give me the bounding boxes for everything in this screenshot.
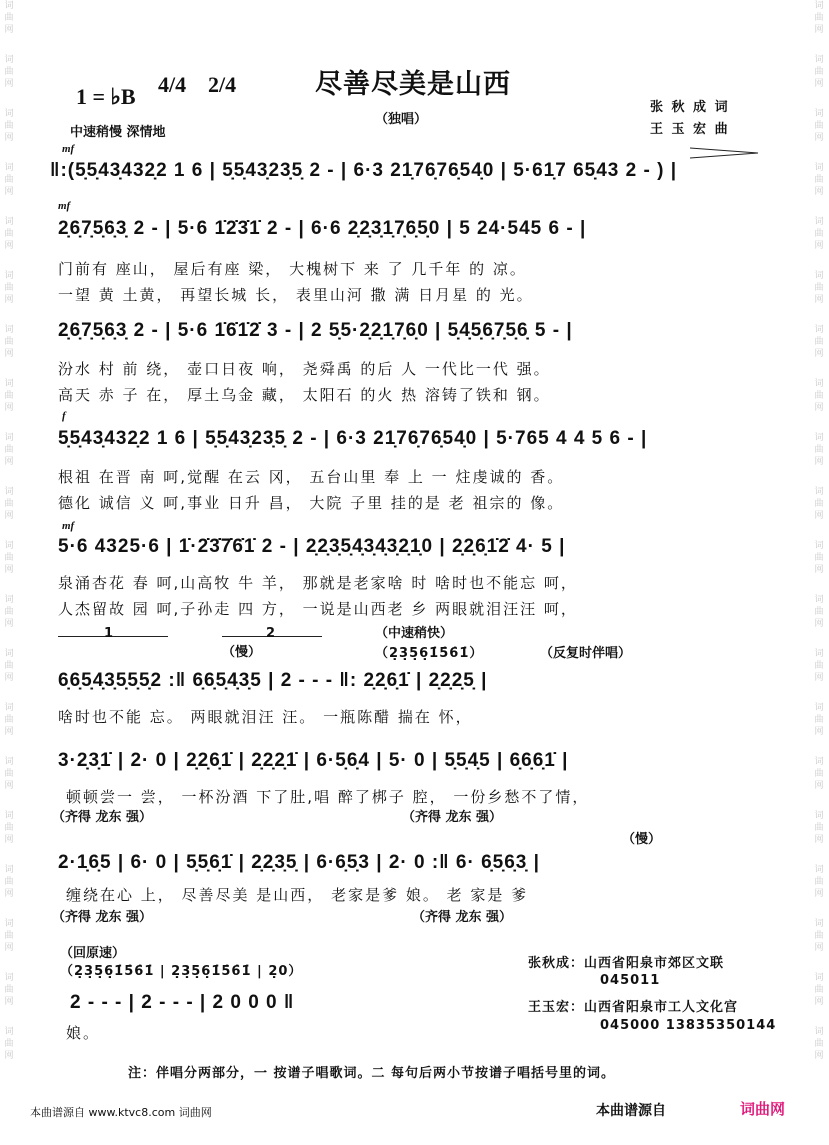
chorus-words: （齐得 龙东 强） <box>52 910 153 925</box>
lyric-line: 汾水 村 前 绕， 壶口日夜 响， 尧舜禹 的后 人 一代比一代 强。 <box>58 360 551 378</box>
notation-line: 6̣6̣5̣4̣3̣5̣5̣5̣2 :‖ 6̣6̣5̣4̣3̣5 | 2 - - - ‖: 2̣2̣6̣1̇ | 2̣2̣2̣5̣ | <box>58 670 488 691</box>
footer-source-label: 本曲谱源自 <box>596 1103 666 1119</box>
lyric-line: 娘。 <box>66 1024 101 1042</box>
lyric-line: 高天 赤 子 在， 厚土乌金 藏， 太阳石 的火 热 溶铸了铁和 钢。 <box>58 386 551 404</box>
notation-line: 5̣5̣43̣432̣2 1 6 | 5̣5̣43̣23̣5̣ 2 - | 6·3 21̣76̣76̣54̣0 | 5·765 4 4 5 6 - | <box>58 428 648 449</box>
credit-line: 045011 <box>600 973 661 988</box>
subtitle: （独唱） <box>375 112 428 127</box>
composer: 王 玉 宏 曲 <box>650 122 730 137</box>
key-signature: 1 = ♭B <box>76 84 136 109</box>
volta-1-label: 1 <box>104 626 114 641</box>
lyric-line: 泉涌杏花 春 呵,山高牧 牛 羊， 那就是老家啥 时 啥时也不能忘 呵， <box>58 574 578 592</box>
tempo-marking: 中速稍慢 深情地 <box>70 125 166 140</box>
chorus-words: （齐得 龙东 强） <box>52 810 153 825</box>
left-watermark: 词曲网 词曲网 词曲网 词曲网 词曲网 词曲网 词曲网 词曲网 词曲网 词曲网 词曲网 词曲网 词曲网 词曲网 词曲网 词曲网 词曲网 词曲网 词曲网 词曲网 <box>4 1 14 1061</box>
footnote: 注：伴唱分两部分，一 按谱子唱歌词。二 每句后两小节按谱子唱括号里的词。 <box>128 1066 616 1081</box>
brand-logo[interactable]: 词曲网 <box>740 1100 786 1118</box>
decrescendo-hairpin <box>690 146 760 160</box>
dynamic-mark: mf <box>62 520 75 532</box>
notation-line: 2·1̣6̣5 | 6· 0 | 5̣5̣6̣1̇ | 2̣2̣3̣5̣ | 6·6̣5̣3 | 2· 0 :‖ 6· 6̣5̣6̣3̣ | <box>58 852 540 873</box>
notation-line: 2̣6̣7̣5̣6̣3̣ 2 - | 5·6 1̇2̇3̇1̇ 2 - | 6·6 2̣2̣3̣1̣7̣6̣5̣0 | 5 24·545 6 - | <box>58 218 587 239</box>
dynamic-mark: mf <box>62 143 75 155</box>
lyric-line: 根祖 在晋 南 呵,觉醒 在云 冈， 五台山里 奉 上 一 炷虔诚的 香。 <box>58 468 565 486</box>
volta-2-label: 2 <box>266 626 276 641</box>
lyric-line: 人杰留故 园 呵,子孙走 四 方， 一说是山西老 乡 两眼就泪汪汪 呵， <box>58 600 578 618</box>
lyricist: 张 秋 成 词 <box>650 100 730 115</box>
right-watermark: 词曲网 词曲网 词曲网 词曲网 词曲网 词曲网 词曲网 词曲网 词曲网 词曲网 词曲网 词曲网 词曲网 词曲网 词曲网 词曲网 词曲网 词曲网 词曲网 词曲网 <box>814 1 824 1061</box>
return-tempo: （回原速） <box>60 946 126 961</box>
credit-line: 张秋成：山西省阳泉市郊区文联 <box>528 956 725 971</box>
lyric-line: 一望 黄 土黄， 再望长城 长， 表里山河 撒 满 日月星 的 光。 <box>58 286 534 304</box>
footer-source: 本曲谱源自 www.ktvc8.com 词曲网 <box>30 1106 212 1119</box>
dynamic-mark: mf <box>58 200 71 212</box>
harmony-label: （反复时伴唱） <box>540 646 632 661</box>
chorus-words: （齐得 龙东 强） <box>412 910 513 925</box>
notation-line: 2 - - - | 2 - - - | 2 0 0 0 ‖ <box>70 992 295 1013</box>
song-title: 尽善尽美是山西 <box>315 69 511 100</box>
credit-line: 王玉宏：山西省阳泉市工人文化宫 <box>528 1000 739 1015</box>
chorus-words: （齐得 龙东 强） <box>402 810 503 825</box>
dynamic-mark: f <box>62 410 66 422</box>
notation-line: 2̣6̣7̣5̣6̣3̣ 2 - | 5·6 1̇6̇1̇2̇ 3 - | 2 5̣5·2̣2̣1̣7̣6̣0 | 5̣4̣5̣6̣7̣5̣6̣ 5 - | <box>58 320 573 341</box>
lyric-line: 门前有 座山， 屋后有座 梁， 大槐树下 来 了 几千年 的 凉。 <box>58 260 527 278</box>
lyric-line: 啥时也不能 忘。 两眼就泪汪 汪。 一瓶陈醋 揣在 怀， <box>58 708 473 726</box>
time-signature-b: 2/4 <box>208 72 237 97</box>
lyric-line: 德化 诚信 义 呵,事业 日升 昌， 大院 子里 挂的是 老 祖宗的 像。 <box>58 494 565 512</box>
notation-line: ‖:(5̣5̣43̣432̣2 1 6 | 5̣5̣43̣23̣5̣ 2 - | 6·3 21̣76̣76̣54̣0 | 5·61̣7 65̣43 2 - ) | <box>50 160 678 181</box>
tempo-change: （中速稍快） <box>375 626 454 641</box>
slow-marking: （慢） <box>622 832 662 847</box>
notation-line: 5·6 4325·6 | 1̇·2̇3̇7̇6̇1̇ 2 - | 2̣2̣3̣5̣4̣3̣4̣3̣2̣1̣0 | 2̣2̣6̣1̇2̇ 4· 5 | <box>58 536 566 557</box>
lyric-line: 缠绕在心 上， 尽善尽美 是山西， 老家是爹 娘。 老 家是 爹 <box>66 886 529 904</box>
return-run: （2̣3̣5̣6̣1̇5̇6̇1̇ | 2̣3̣5̣6̣1̇5̇6̇1̇ | 2̣0） <box>60 964 303 979</box>
time-signature-a: 4/4 <box>158 72 187 97</box>
credit-line: 045000 13835350144 <box>600 1018 777 1033</box>
lyric-line: 顿顿尝一 尝， 一杯汾酒 下了肚,唱 醉了梆子 腔， 一份乡愁不了情， <box>66 788 590 806</box>
harmony-run: （2̣3̣5̣6̣1̇5̇6̇1̇） <box>375 646 484 661</box>
notation-line: 3·2̣3̣1̇ | 2· 0 | 2̣2̣6̣1̇ | 2̣2̣2̣1̇ | 6·5̣6̣4 | 5· 0 | 5̣5̣4̣5 | 6̣6̣6̣1̇ | <box>58 750 569 771</box>
slow-marking: （慢） <box>222 645 262 660</box>
